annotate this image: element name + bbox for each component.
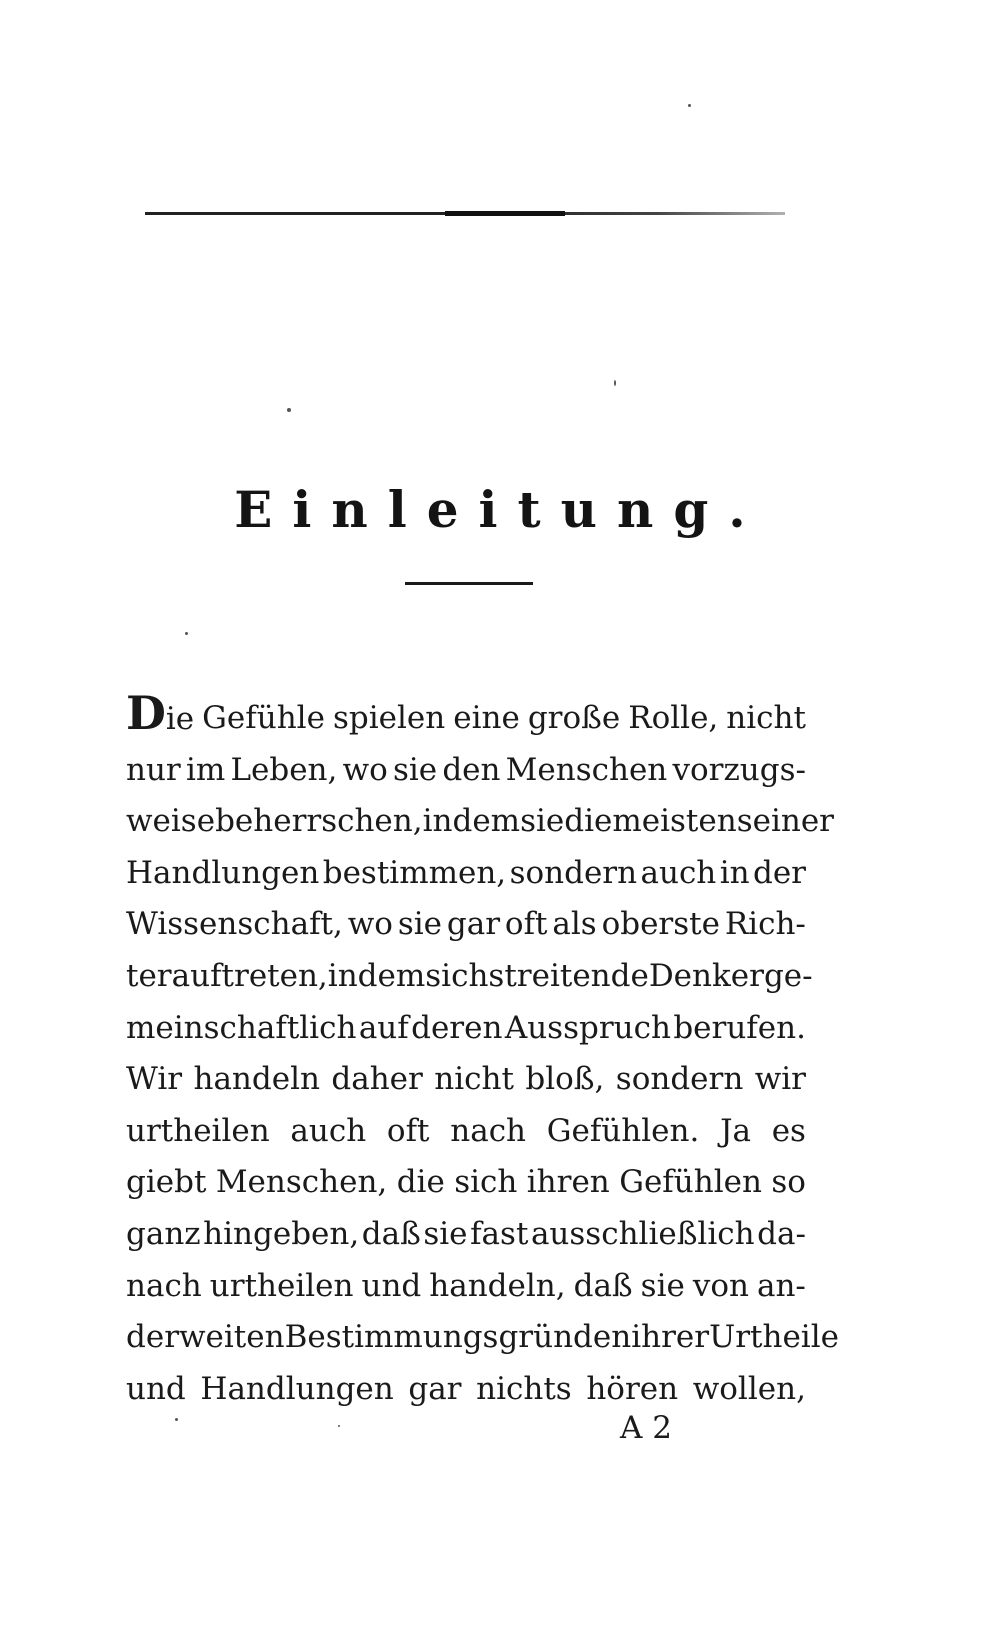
scan-speck [688,104,691,107]
text-word: berufen. [673,1009,806,1046]
text-word: ge- [763,957,813,994]
text-word: Leben, [230,751,338,788]
text-word: bloß, [525,1061,605,1098]
text-word: urtheilen [209,1267,354,1304]
text-word: nichts [476,1370,572,1407]
text-word: da- [757,1215,806,1252]
text-word: Bestimmungsgründen [284,1319,632,1356]
text-word: die [564,803,613,840]
text-word: Ausspruch [504,1009,671,1046]
text-word: weise [126,803,216,840]
text-word: auf [358,1009,409,1046]
chapter-heading: Einleitung. [234,480,766,539]
text-line [126,1003,806,1055]
text-word: sich [425,957,489,994]
text-word: deren [411,1009,503,1046]
text-word: ausschließlich [530,1215,755,1252]
text-word: Wir [126,1061,183,1098]
text-word: ter [126,957,172,994]
text-word: streitende [488,957,649,994]
text-word: es [771,1112,806,1149]
text-word: ihren [526,1164,610,1201]
text-word: ganz [126,1215,201,1252]
text-word: sie [397,906,442,943]
text-word: derweiten [126,1319,285,1356]
text-line [126,686,806,745]
text-line [126,899,806,951]
text-word: wo [342,751,388,788]
text-word: den [442,751,501,788]
text-word: bestimmen, [322,854,507,891]
text-word: gar [446,906,501,943]
text-word: sie [640,1267,685,1304]
text-line [126,1364,806,1416]
text-word: sie [423,1215,468,1252]
heading-underline [405,582,533,585]
text-word: fast [470,1215,529,1252]
text-line [126,1157,806,1209]
text-word: daß [361,1215,421,1252]
text-word: auftreten, [171,957,328,994]
text-word: sondern [615,1061,744,1098]
text-word: Menschen [505,751,668,788]
text-word: im [185,751,226,788]
text-line [126,1312,839,1364]
text-word: oft [386,1112,430,1149]
text-word: hingeben, [203,1215,360,1252]
text-word: nicht [726,700,806,736]
text-line [126,745,806,797]
text-word: wir [754,1061,806,1098]
text-word: Gefühle [202,700,325,736]
text-word: in [719,854,750,891]
text-word: als [552,906,597,943]
text-word: und [126,1370,186,1407]
text-word: an- [756,1267,806,1304]
text-word: oberste [601,906,720,943]
text-word: Die [126,686,195,740]
text-word: sich [454,1164,518,1201]
text-word: auch [290,1112,367,1149]
text-word: vorzugs- [672,751,806,788]
text-word: und [361,1267,422,1304]
text-word: indem [422,803,521,840]
scan-speck [614,380,616,386]
text-word: Wissenschaft, [126,906,343,943]
text-word: Ja [720,1112,751,1149]
text-word: sondern [509,854,638,891]
top-ornamental-rule [145,212,785,215]
text-word: wo [347,906,393,943]
text-word: große [527,700,621,736]
text-line [126,848,806,900]
text-word: gar [408,1370,462,1407]
scan-speck [185,632,188,635]
page-signature: A 2 [620,1410,672,1446]
text-word: von [692,1267,749,1304]
text-word: beherrschen, [215,803,423,840]
text-word: Handlungen [126,854,320,891]
text-word: hören [586,1370,679,1407]
scan-speck [175,1418,178,1421]
text-word: sie [392,751,438,788]
text-word: daß [573,1267,633,1304]
text-word: so [771,1164,806,1201]
text-line [126,1054,806,1106]
text-word: handeln, [429,1267,566,1304]
text-word: meisten [612,803,737,840]
text-word: Handlungen [200,1370,394,1407]
scan-speck [338,1425,340,1427]
text-word: nur [126,751,181,788]
text-word: Gefühlen [619,1164,762,1201]
text-word: meinschaftlich [126,1009,357,1046]
text-word: die [396,1164,445,1201]
text-word: der [752,854,806,891]
text-word: sie [520,803,565,840]
text-line [126,1209,806,1261]
text-word: eine [453,700,520,736]
text-word: nach [126,1267,202,1304]
text-line [126,1261,806,1313]
text-line [126,1106,806,1158]
text-word: urtheilen [126,1112,270,1149]
text-word: nicht [434,1061,514,1098]
text-word: nach [450,1112,527,1149]
scan-speck [287,408,291,412]
text-word: Menschen, [215,1164,388,1201]
text-word: ihrer [631,1319,710,1356]
text-line [126,951,813,1003]
text-word: spielen [332,700,446,736]
text-word: giebt [126,1164,207,1201]
text-word: wollen, [692,1370,806,1407]
text-word: handeln [193,1061,320,1098]
drop-cap-letter: D [126,686,166,740]
body-paragraph [126,686,839,1415]
text-word: daher [331,1061,423,1098]
text-word: Urtheile [709,1319,839,1356]
text-word: Rich- [724,906,806,943]
text-word: Gefühlen. [546,1112,700,1149]
text-line [126,796,835,848]
text-word: indem [327,957,426,994]
text-word: oft [504,906,548,943]
text-word: Rolle, [628,700,719,736]
text-word: Denker [648,957,764,994]
text-word: auch [640,854,717,891]
text-word: seiner [736,803,835,840]
